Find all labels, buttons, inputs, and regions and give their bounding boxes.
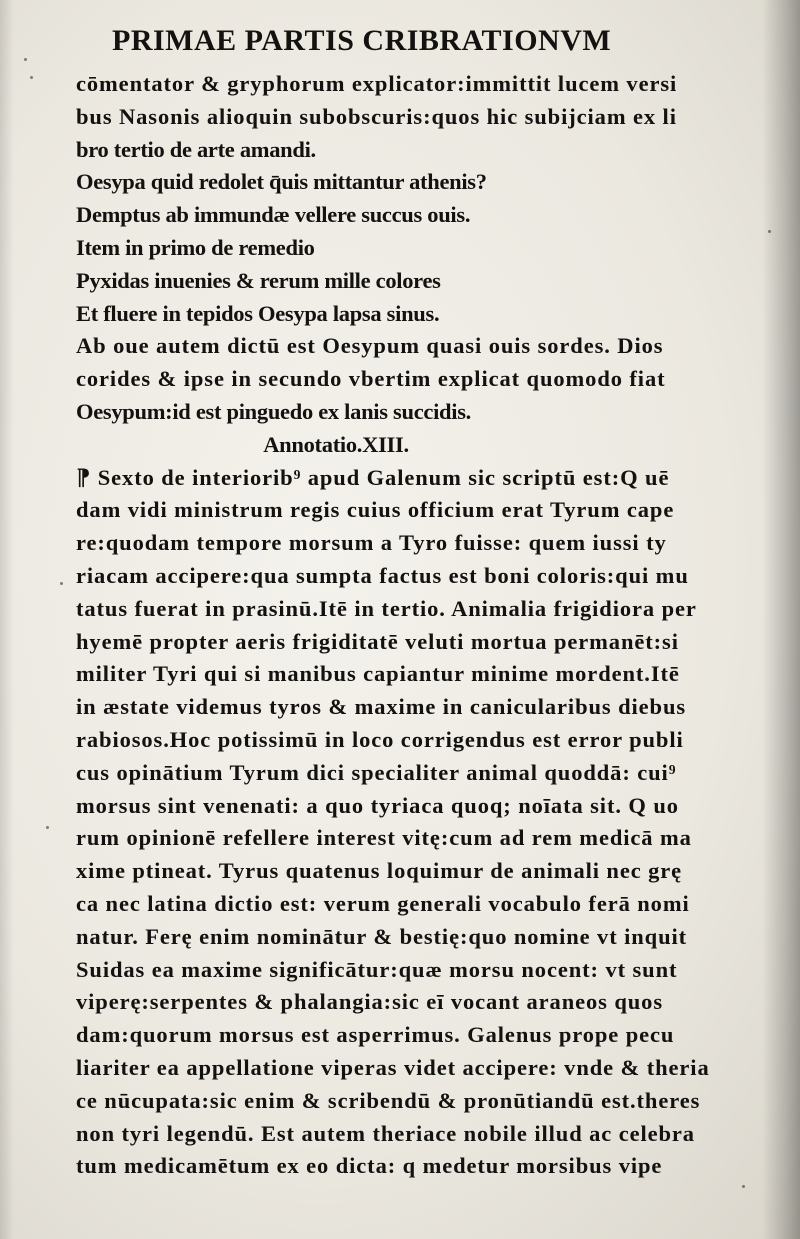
page-left-edge-shadow <box>0 0 14 1239</box>
text-line: Oesypum:id est pinguedo ex lanis succidis. <box>76 398 471 424</box>
text-line: ⁋ Sexto de interiorib⁹ apud Galenum sic scriptū est:Q uē <box>76 464 670 490</box>
ink-speck <box>768 230 771 233</box>
text-line: tatus fuerat in prasinū.Itē in tertio. Animalia frigidiora per <box>76 595 697 621</box>
text-line: tum medicamētum ex eo dicta: q medetur morsibus vipe <box>76 1153 663 1179</box>
text-line: ce nūcupata:sic enim & scribendū & pronūtiandū est.theres <box>76 1087 701 1113</box>
section-heading: Annotatio.XIII. <box>263 431 409 457</box>
text-line: non tyri legendū. Est autem theriace nobile illud ac celebra <box>76 1120 695 1146</box>
text-line: cōmentator & gryphorum explicator:immittit lucem versi <box>76 71 678 96</box>
ink-speck <box>60 582 63 585</box>
verse-line: Demptus ab immundæ vellere succus ouis. <box>76 202 471 228</box>
text-line: riacam accipere:qua sumpta factus est boni coloris:qui mu <box>76 562 689 588</box>
text-line: in æstate videmus tyros & maxime in canicularibus diebus <box>76 694 687 720</box>
ink-speck <box>46 826 49 829</box>
ink-speck <box>742 1185 745 1188</box>
text-line: dam:quorum morsus est asperrimus. Galenus prope pecu <box>76 1022 675 1048</box>
text-line: Item in primo de remedio <box>76 234 315 260</box>
text-line: corides & ipse in secundo vbertim explicat quomodo fiat <box>76 366 666 392</box>
text-line: bro tertio de arte amandi. <box>76 136 316 162</box>
ink-speck <box>30 76 33 79</box>
text-line: ca nec latina dictio est: verum generali vocabulo ferā nomi <box>76 890 690 916</box>
text-line: morsus sint venenati: a quo tyriaca quoq; noīata sit. Q uo <box>76 792 679 818</box>
text-line: cus opinātium Tyrum dici specialiter animal quoddā: cui⁹ <box>76 759 677 785</box>
verse-line: Et fluere in tepidos Oesypa lapsa sinus. <box>76 300 440 326</box>
text-line: natur. Ferę enim nominātur & bestię:quo nomine vt inquit <box>76 923 688 949</box>
running-head: PRIMAE PARTIS CRIBRATIONVM <box>112 24 612 57</box>
ink-speck <box>24 58 27 61</box>
text-line: militer Tyri qui si manibus capiantur minime mordent.Itē <box>76 661 680 687</box>
text-line: Suidas ea maxime significātur:quæ morsu nocent: vt sunt <box>76 956 678 982</box>
text-line: re:quodam tempore morsum a Tyro fuisse: quem iussi ty <box>76 530 667 556</box>
text-line: hyemē propter aeris frigiditatē veluti mortua permanēt:si <box>76 628 679 654</box>
text-line: dam vidi ministrum regis cuius officium erat Tyrum cape <box>76 497 675 523</box>
text-line: liariter ea appellatione viperas videt accipere: vnde & theria <box>76 1054 710 1080</box>
text-line: rum opinionē refellere interest vitę:cum ad rem medicā ma <box>76 825 692 851</box>
verse-line: Pyxidas inuenies & rerum mille colores <box>76 267 441 293</box>
page-gutter-shadow <box>762 0 800 1239</box>
text-line: bus Nasonis alioquin subobscuris:quos hic subijciam ex li <box>76 103 677 129</box>
text-block <box>76 68 736 1183</box>
text-line: Ab oue autem dictū est Oesypum quasi ouis sordes. Dios <box>76 333 664 359</box>
verse-line: Oesypa quid redolet q̄uis mittantur athenis? <box>76 169 487 195</box>
text-line: rabiosos.Hoc potissimū in loco corrigendus est error publi <box>76 726 684 752</box>
text-line: viperę:serpentes & phalangia:sic eī vocant araneos quos <box>76 989 663 1015</box>
text-line: xime ptineat. Tyrus quatenus loquimur de animali nec grę <box>76 858 683 884</box>
